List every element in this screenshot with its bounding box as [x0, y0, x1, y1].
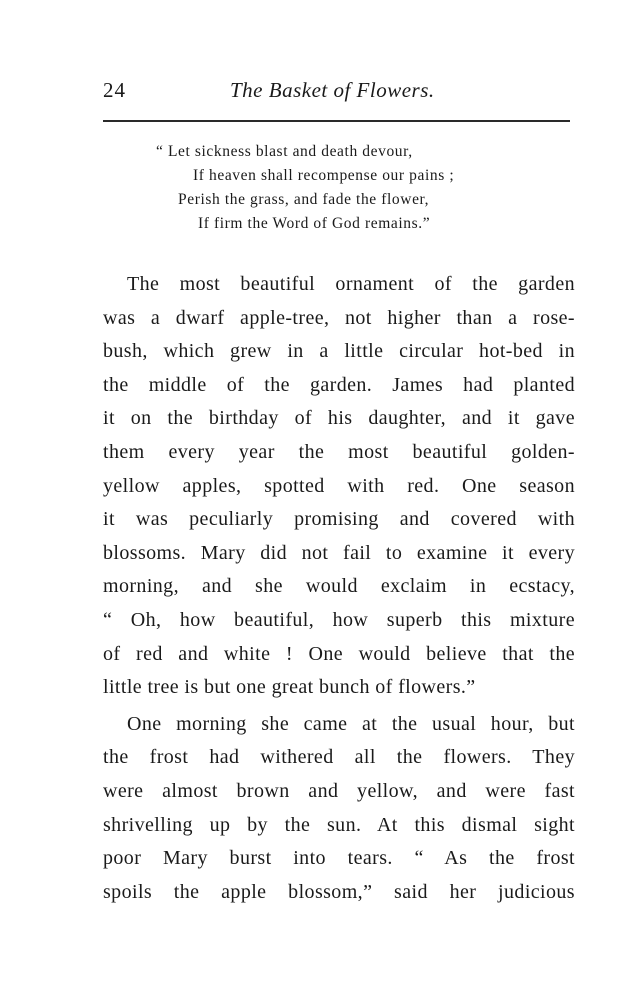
paragraph-line: them every year the most beautiful golden- [103, 440, 575, 463]
verse-line: Perish the grass, and fade the flower, [178, 191, 430, 208]
verse-line: If firm the Word of God remains.” [198, 215, 431, 232]
paragraph-line: “ Oh, how beautiful, how superb this mixture [103, 608, 575, 631]
paragraph-line: bush, which grew in a little circular hot-bed in [103, 340, 575, 363]
paragraph-line: yellow apples, spotted with red. One season [103, 474, 575, 497]
paragraph-line: One morning she came at the usual hour, but [127, 712, 575, 735]
header-rule [103, 120, 570, 122]
paragraph-line: little tree is but one great bunch of flowers.” [103, 676, 476, 699]
paragraph-line: the middle of the garden. James had planted [103, 373, 575, 396]
paragraph-line: of red and white ! One would believe that the [103, 642, 575, 665]
paragraph-line: the frost had withered all the flowers. They [103, 746, 575, 769]
paragraph-line: were almost brown and yellow, and were fast [103, 779, 575, 802]
verse-line: “ Let sickness blast and death devour, [156, 143, 413, 160]
paragraph-line: was a dwarf apple-tree, not higher than a rose- [103, 306, 575, 329]
paragraph-line: poor Mary burst into tears. “ As the frost [103, 847, 575, 870]
paragraph-line: spoils the apple blossom,” said her judicious [103, 880, 575, 903]
page-header [103, 78, 570, 108]
paragraph-line: it on the birthday of his daughter, and it gave [103, 407, 575, 430]
body-text [103, 268, 575, 909]
paragraph-line: blossoms. Mary did not fail to examine it every [103, 541, 575, 564]
paragraph-line: it was peculiarly promising and covered with [103, 508, 575, 531]
epigraph-verse [150, 140, 550, 236]
paragraph-line: shrivelling up by the sun. At this dismal sight [103, 813, 575, 836]
paragraph-line: The most beautiful ornament of the garden [127, 273, 575, 295]
page-number: 24 [103, 78, 126, 102]
paragraph-line: morning, and she would exclaim in ecstacy, [103, 575, 575, 598]
verse-line: If heaven shall recompense our pains ; [193, 167, 455, 184]
running-title: The Basket of Flowers. [230, 78, 435, 102]
